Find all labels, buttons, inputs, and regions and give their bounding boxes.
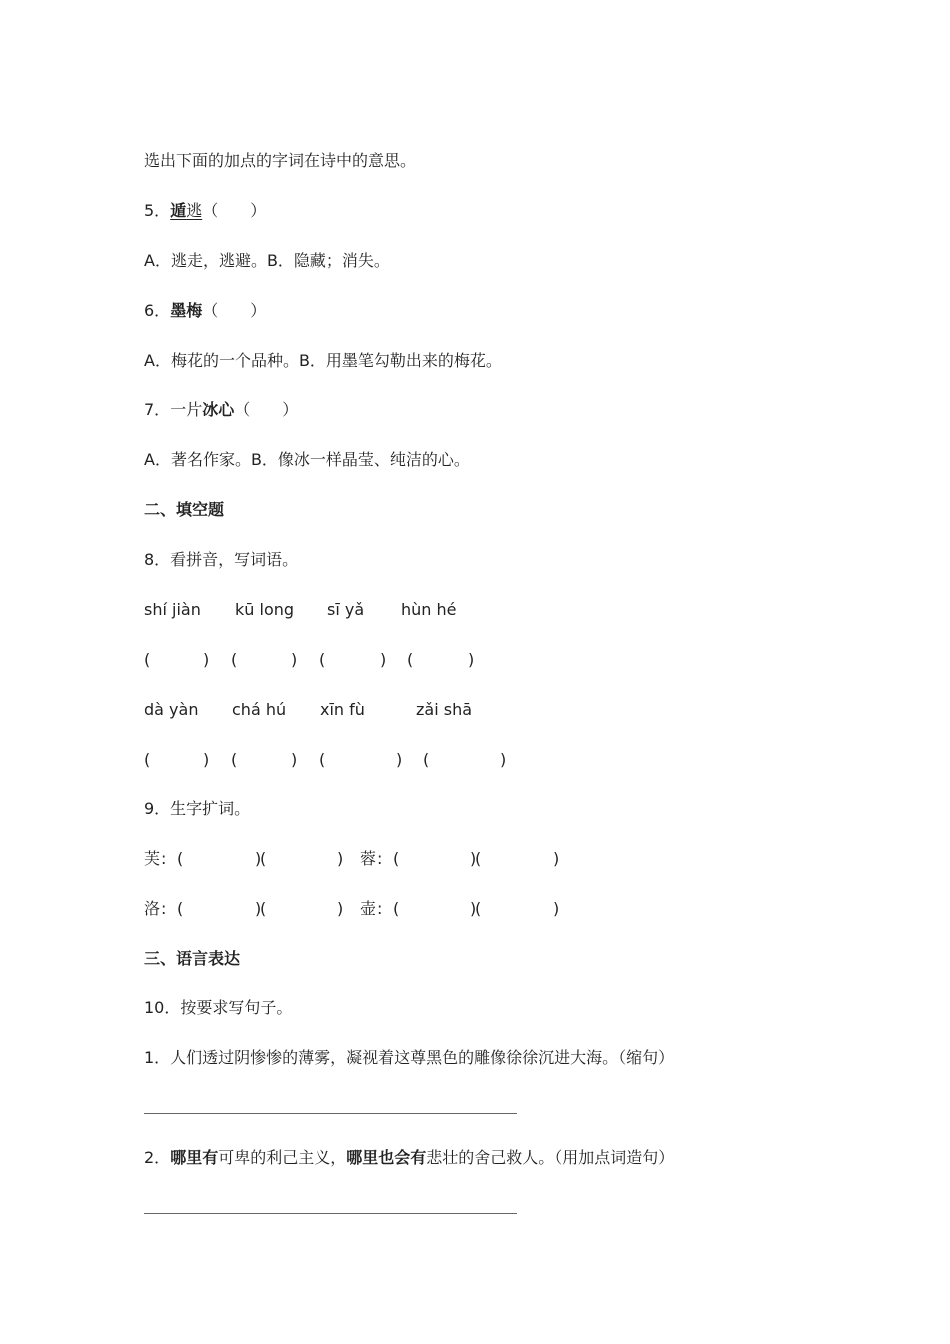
pinyin-row-2 [144,698,472,722]
word-prefix: 一片 [170,400,203,419]
paren-open[interactable]: ( [407,650,414,669]
char-label: 芙 [144,849,161,868]
answer-paren[interactable]: （ ） [202,301,267,320]
question-5-options: A．逃走，逃避。B．隐藏；消失。 [144,251,390,270]
paren-open[interactable]: ( [260,849,267,868]
dotted-word: 遁 [170,201,187,220]
pinyin-item: zǎi shā [416,700,473,719]
paren-close[interactable]: ) [470,849,477,868]
paren-open[interactable]: ( [393,899,400,918]
char-label: 洛 [144,899,161,918]
question-9-prompt: 9．生字扩词。 [144,799,251,818]
answer-row-1 [144,648,484,672]
paren-open[interactable]: ( [231,750,238,769]
paren-open[interactable]: ( [144,650,151,669]
paren-open[interactable]: ( [260,899,267,918]
answer-line-1[interactable] [144,1113,517,1114]
pinyin-item: dà yàn [144,700,199,719]
paren-open[interactable]: ( [393,849,400,868]
dotted-word-tail: 逃 [186,201,203,220]
question-7-options: A．著名作家。B．像冰一样晶莹、纯洁的心。 [144,450,470,469]
paren-close[interactable]: ) [255,849,262,868]
question-number: 2． [144,1148,171,1167]
question-number: 7． [144,400,171,419]
paren-close[interactable]: ) [255,899,262,918]
paren-close[interactable]: ) [380,650,387,669]
paren-close[interactable]: ) [470,899,477,918]
paren-open[interactable]: ( [475,849,482,868]
colon: : [377,899,383,918]
paren-open[interactable]: ( [319,650,326,669]
paren-open[interactable]: ( [144,750,151,769]
paren-open[interactable]: ( [177,849,184,868]
question-5 [144,199,266,223]
section-heading-language: 三、语言表达 [144,949,241,968]
pinyin-item: sī yǎ [327,600,365,619]
answer-paren[interactable]: （ ） [202,201,267,220]
colon: : [161,899,167,918]
paren-close[interactable]: ) [337,849,344,868]
pinyin-item: kū long [235,600,295,619]
answer-paren[interactable]: （ ） [234,400,299,419]
pinyin-item: hùn hé [401,600,457,619]
question-7 [144,398,298,422]
question-6-options: A．梅花的一个品种。B．用墨笔勾勒出来的梅花。 [144,351,502,370]
paren-close[interactable]: ) [500,750,507,769]
paren-close[interactable]: ) [553,849,560,868]
pinyin-item: shí jiàn [144,600,201,619]
instruction-text: 选出下面的加点的字词在诗中的意思。 [144,151,417,170]
pinyin-row-1 [144,598,457,622]
char-label: 蓉 [360,849,377,868]
answer-line-2[interactable] [144,1213,517,1214]
paren-open[interactable]: ( [231,650,238,669]
paren-close[interactable]: ) [291,650,298,669]
question-number: 6． [144,301,171,320]
sentence-text: 悲壮的舍己救人。（用加点词造句） [426,1148,675,1167]
pinyin-item: xīn fù [320,700,365,719]
paren-close[interactable]: ) [203,650,210,669]
dotted-word: 哪里有 [170,1148,219,1167]
paren-open[interactable]: ( [319,750,326,769]
paren-open[interactable]: ( [423,750,430,769]
paren-open[interactable]: ( [475,899,482,918]
expand-row-1 [144,847,574,871]
paren-close[interactable]: ) [468,650,475,669]
dotted-word: 墨梅 [170,301,203,320]
question-number: 5． [144,201,171,220]
colon: : [377,849,383,868]
question-6 [144,299,266,323]
paren-close[interactable]: ) [337,899,344,918]
answer-row-2 [144,748,524,772]
pinyin-item: chá hú [232,700,287,719]
dotted-word: 冰心 [202,400,235,419]
dotted-word: 哪里也会有 [346,1148,427,1167]
sentence-text: 可卑的利己主义， [218,1148,347,1167]
sentence-2 [144,1146,674,1170]
paren-close[interactable]: ) [553,899,560,918]
expand-row-2 [144,897,574,921]
question-10-prompt: 10．按要求写句子。 [144,998,293,1017]
colon: : [161,849,167,868]
char-label: 壶 [360,899,377,918]
section-heading-fill-in: 二、填空题 [144,500,225,519]
paren-close[interactable]: ) [203,750,210,769]
paren-close[interactable]: ) [396,750,403,769]
paren-close[interactable]: ) [291,750,298,769]
paren-open[interactable]: ( [177,899,184,918]
sentence-1: 1．人们透过阴惨惨的薄雾，凝视着这尊黑色的雕像徐徐沉进大海。（缩句） [144,1048,675,1067]
question-8-prompt: 8．看拼音，写词语。 [144,550,299,569]
